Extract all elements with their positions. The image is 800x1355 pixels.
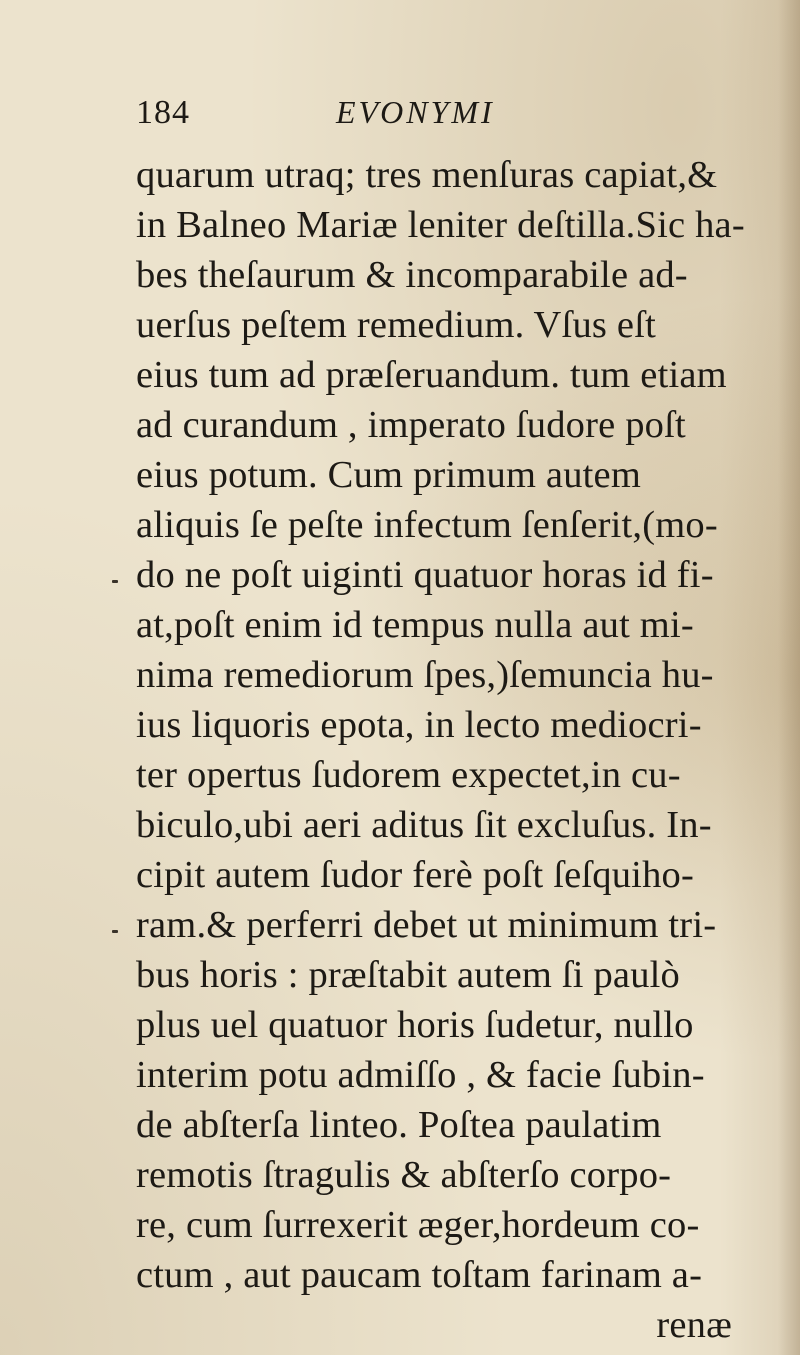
text-line: biculo,ubi aeri aditus ſit excluſus. In- [136,804,712,846]
margin-mark [112,930,118,933]
text-line: quarum utraq; tres menſuras capiat,& [136,154,718,196]
text-line: remotis ſtragulis & abſterſo corpo- [136,1154,672,1196]
text-line: nima remediorum ſpes,)ſemuncia hu- [136,654,714,696]
text-line: ter opertus ſudorem expectet,in cu- [136,754,681,796]
text-line: at,poſt enim id tempus nulla aut mi- [136,604,694,646]
text-line: cipit autem ſudor ferè poſt ſeſquiho- [136,854,694,896]
text-line: uerſus peſtem remedium. Vſus eſt [136,304,656,346]
text-line: aliquis ſe peſte infectum ſenſerit,(mo- [136,504,718,546]
text-line: interim potu admiſſo , & facie ſubin- [136,1054,705,1096]
text-line: in Balneo Mariæ leniter deſtilla.Sic ha- [136,204,745,246]
text-line: ram.& perferri debet ut minimum tri- [136,904,717,946]
text-line: re, cum ſurrexerit æger,hordeum co- [136,1204,700,1246]
text-line: eius tum ad præſeruandum. tum etiam [136,354,727,396]
text-line: de abſterſa linteo. Poſtea paulatim [136,1104,662,1146]
text-line: ius liquoris epota, in lecto mediocri- [136,704,702,746]
text-line: do ne poſt uiginti quatuor horas id fi- [136,554,714,596]
running-head [136,94,696,144]
text-line: bes theſaurum & incomparabile ad- [136,254,688,296]
page-number: 184 [136,94,190,131]
text-line: eius potum. Cum primum autem [136,454,641,496]
text-line: plus uel quatuor horis ſudetur, nullo [136,1004,694,1046]
running-title: EVONYMI [336,94,495,130]
body-text [136,150,786,1350]
text-line: bus horis : præſtabit autem ſi paulò [136,954,681,996]
text-line: ad curandum , imperato ſudore poſt [136,404,686,446]
text-line: ctum , aut paucam toſtam farinam a- [136,1254,703,1296]
catchword: renæ [656,1304,732,1346]
margin-mark [112,580,118,583]
